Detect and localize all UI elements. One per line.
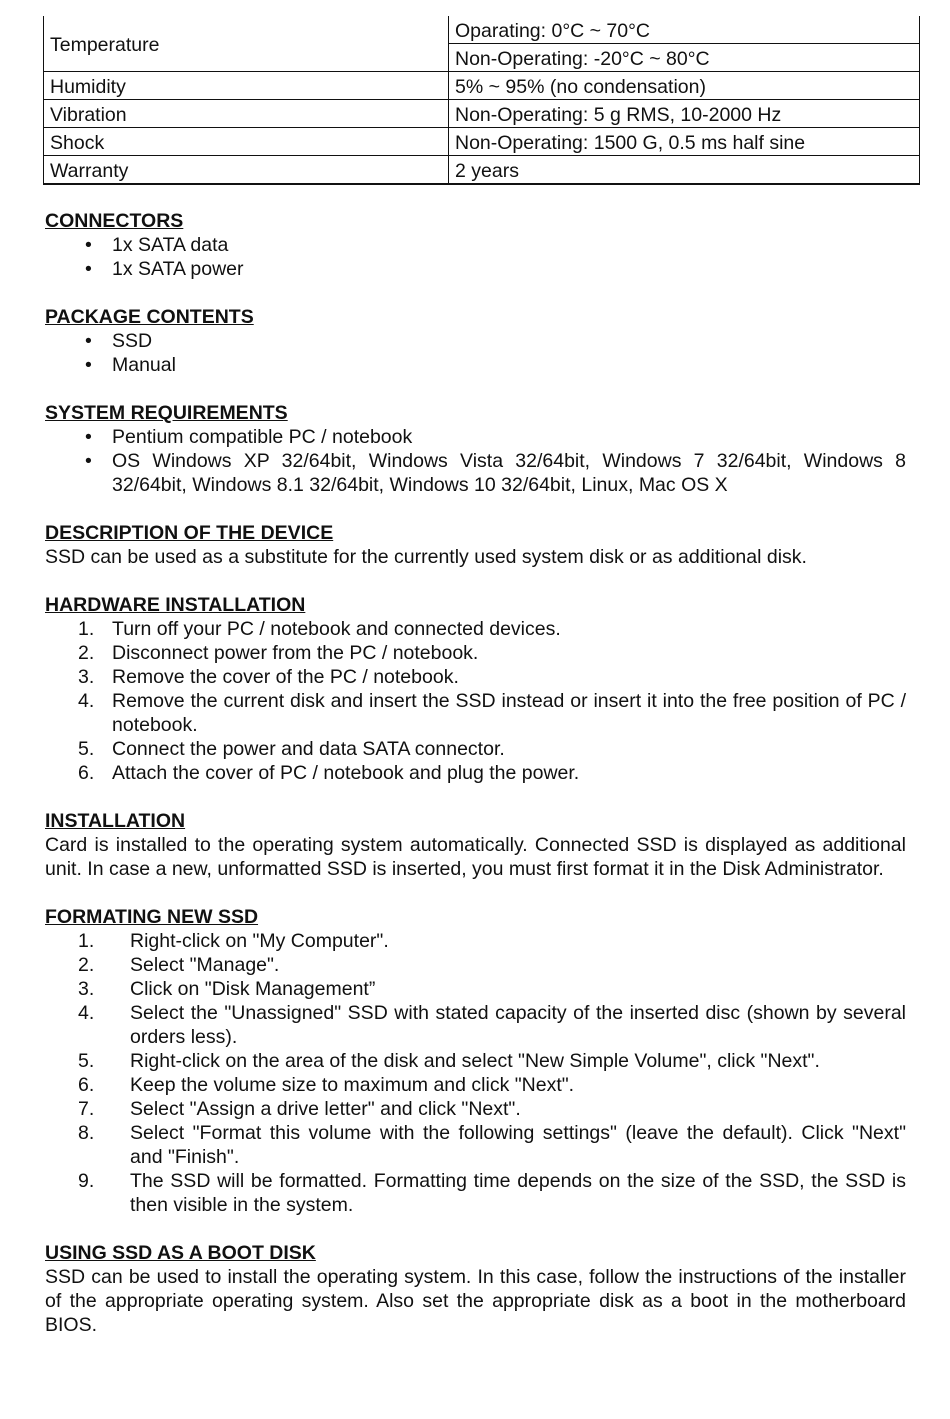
list-item [45,761,906,785]
requirements-list [45,425,906,497]
step-text: Connect the power and data SATA connector. [112,738,505,760]
step-text: Right-click on the area of the disk and select "New Simple Volume", click "Next". [130,1050,820,1072]
section-paragraph: Card is installed to the operating system automatically. Connected SSD is displayed as additional unit. In case a new, unformatted SSD is inserted, you must first format it in the Disk Administrator. [45,834,906,880]
section-heading: USING SSD AS A BOOT DISK [45,1242,316,1264]
table-row [44,72,920,100]
spec-label: Temperature [44,16,449,72]
list-item [45,1001,906,1049]
table-row [44,128,920,156]
step-text: Right-click on "My Computer". [130,930,389,952]
list-item [45,929,906,953]
list-item [45,1073,906,1097]
package-list [45,329,906,377]
spec-label: Shock [44,128,449,156]
hardware-section [45,593,906,785]
installation-section [45,809,906,881]
step-text: Select "Format this volume with the following settings" (leave the default). Click "Next" and "Finish". [130,1122,906,1168]
step-text: Select "Manage". [130,954,280,976]
list-item [45,641,906,665]
spec-value: Non-Operating: 1500 G, 0.5 ms half sine [449,128,920,156]
step-number: 4. [78,690,95,712]
list-item [45,1121,906,1169]
list-item: • Manual [45,353,906,377]
formatting-section [45,905,906,1217]
spec-value: 2 years [449,156,920,185]
step-number: 6. [78,762,95,784]
step-text: Keep the volume size to maximum and click "Next". [130,1074,575,1096]
step-number: 1. [78,930,95,952]
package-section [45,305,906,377]
list-item [45,1169,906,1217]
list-item [45,665,906,689]
requirements-section [45,401,906,497]
step-text: Remove the cover of the PC / notebook. [112,666,459,688]
section-paragraph: SSD can be used as a substitute for the currently used system disk or as additional disk. [45,546,807,568]
spec-label: Warranty [44,156,449,185]
step-number: 5. [78,1050,95,1072]
step-number: 1. [78,618,95,640]
spec-value: Oparating: 0°C ~ 70°C [449,16,920,44]
hardware-steps [45,617,906,785]
list-item: • Pentium compatible PC / notebook [45,425,906,449]
step-text: Remove the current disk and insert the SSD instead or insert it into the free position of PC / notebook. [112,690,906,736]
section-heading: PACKAGE CONTENTS [45,306,254,328]
section-heading: INSTALLATION [45,810,186,832]
list-item: • OS Windows XP 32/64bit, Windows Vista 32/64bit, Windows 7 32/64bit, Windows 8 32/64bit, Windows 8.1 32/64bit, Windows 10 32/64bit, Linux, Mac OS X [45,449,906,497]
section-heading: CONNECTORS [45,210,184,232]
step-text: Attach the cover of PC / notebook and plug the power. [112,762,580,784]
step-number: 7. [78,1098,95,1120]
spec-label: Vibration [44,100,449,128]
spec-value: 5% ~ 95% (no condensation) [449,72,920,100]
table-row [44,156,920,185]
step-number: 3. [78,666,95,688]
list-item [45,1097,906,1121]
step-text: Select the "Unassigned" SSD with stated capacity of the inserted disc (shown by several orders less). [130,1002,906,1048]
section-paragraph: SSD can be used to install the operating system. In this case, follow the instructions of the installer of the appropriate operating system. Also set the appropriate disk as a boot in the motherboard BIOS. [45,1266,906,1336]
formatting-steps [45,929,906,1217]
step-number: 2. [78,954,95,976]
step-text: Turn off your PC / notebook and connected devices. [112,618,561,640]
list-item: • 1x SATA power [45,257,906,281]
list-item [45,617,906,641]
spec-value: Non-Operating: 5 g RMS, 10-2000 Hz [449,100,920,128]
section-heading: HARDWARE INSTALLATION [45,594,306,616]
section-heading: FORMATING NEW SSD [45,906,259,928]
specs-table [43,16,920,185]
boot-section [45,1241,906,1337]
section-heading: DESCRIPTION OF THE DEVICE [45,522,334,544]
table-row [44,100,920,128]
step-number: 5. [78,738,95,760]
step-number: 4. [78,1002,95,1024]
list-item [45,1049,906,1073]
step-number: 6. [78,1074,95,1096]
step-text: Click on "Disk Management” [130,978,376,1000]
step-number: 2. [78,642,95,664]
step-number: 9. [78,1170,95,1192]
list-item: • 1x SATA data [45,233,906,257]
list-item [45,737,906,761]
section-heading: SYSTEM REQUIREMENTS [45,402,288,424]
list-item [45,953,906,977]
step-text: Disconnect power from the PC / notebook. [112,642,479,664]
document-page [45,16,906,1337]
list-item [45,977,906,1001]
step-number: 8. [78,1122,95,1144]
connectors-section [45,209,906,281]
connectors-list [45,233,906,281]
spec-value: Non-Operating: -20°C ~ 80°C [449,44,920,72]
list-item [45,689,906,737]
step-number: 3. [78,978,95,1000]
table-row [44,16,920,44]
step-text: The SSD will be formatted. Formatting time depends on the size of the SSD, the SSD is then visible in the system. [130,1170,906,1216]
step-text: Select "Assign a drive letter" and click "Next". [130,1098,521,1120]
spec-label: Humidity [44,72,449,100]
list-item: • SSD [45,329,906,353]
description-section [45,521,906,569]
